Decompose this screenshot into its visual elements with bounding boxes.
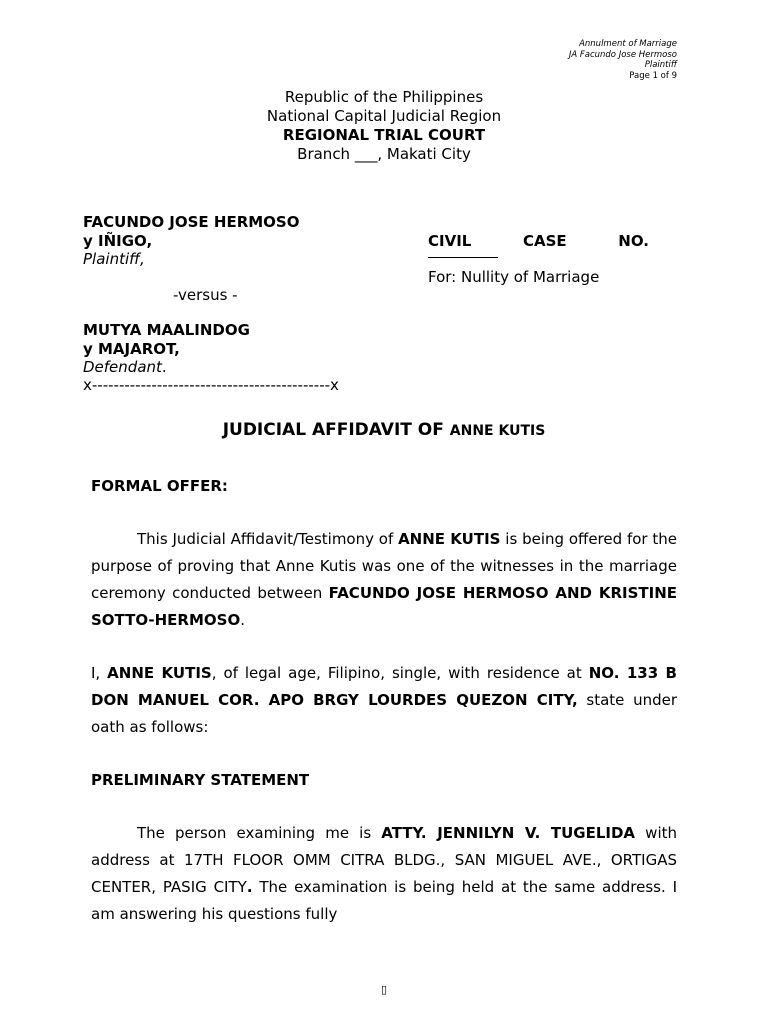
text-run: . (246, 878, 253, 896)
no-word: NO. (618, 232, 649, 250)
court-heading (0, 88, 768, 164)
page-number: Page 1 of 9 (629, 70, 677, 81)
preliminary-statement-paragraph (91, 820, 677, 928)
examining-attorney: ATTY. JENNILYN V. TUGELIDA (381, 824, 636, 842)
case-number-blank (428, 257, 498, 258)
formal-offer-heading: FORMAL OFFER: (91, 477, 228, 495)
text-run: is being offered for the purpose of proving that Anne Kutis was one of the witnesses in the marriage ceremony conducted between (91, 530, 678, 602)
running-header (569, 39, 677, 81)
defendant-name-line-1: MUTYA MAALINDOG (83, 321, 250, 339)
defendant-name-line-2: y MAJAROT, (83, 340, 180, 358)
header-case-title: Annulment of Marriage (579, 39, 677, 49)
affiant-address: NO. 133 B DON MANUEL COR. APO BRGY LOURDES QUEZON CITY, (91, 664, 677, 709)
caption-separator: x--------------------------------------------x (83, 376, 339, 394)
text-run: state under oath as follows: (91, 691, 678, 736)
judicial-region-line: National Capital Judicial Region (266, 107, 502, 125)
formal-offer-paragraph (91, 526, 677, 634)
text-run: with address at 17TH FLOOR OMM CITRA BLDG., SAN MIGUEL AVE., ORTIGAS CENTER, PASIG CITY (91, 824, 677, 896)
plaintiff-name-line-1: FACUNDO JOSE HERMOSO (83, 213, 300, 231)
text-run: I, (91, 664, 108, 682)
versus-label: -versus - (173, 286, 238, 304)
branch-line: Branch ___, Makati City (297, 145, 471, 163)
affiant-name: ANNE KUTIS (107, 664, 212, 682)
title-main: JUDICIAL AFFIDAVIT OF (222, 420, 450, 440)
couple-names: FACUNDO JOSE HERMOSO AND KRISTINE SOTTO-HERMOSO (91, 584, 677, 629)
document-title (0, 420, 768, 440)
title-affiant-name: ANNE KUTIS (449, 423, 546, 439)
text-run: , of legal age, Filipino, single, with residence at (211, 664, 589, 682)
plaintiff-name-line-2: y IÑIGO, (83, 232, 153, 250)
text-run: The examination is being held at the same address. I am answering his questions fully (91, 878, 677, 923)
case-number-label (428, 232, 649, 250)
affiant-statement-paragraph (91, 660, 677, 741)
preliminary-statement-heading: PRELIMINARY STATEMENT (91, 771, 310, 789)
court-name: REGIONAL TRIAL COURT (282, 126, 486, 144)
case-nature: For: Nullity of Marriage (428, 268, 600, 286)
defendant-role-line (83, 358, 167, 376)
header-party-role: Plaintiff (644, 60, 677, 70)
case-word: CASE (522, 232, 567, 250)
affiant-name: ANNE KUTIS (398, 530, 501, 548)
plaintiff-role: Plaintiff, (83, 250, 145, 268)
text-run: The person examining me is (137, 824, 382, 842)
civil-word: CIVIL (428, 232, 472, 250)
defendant-role: Defendant (83, 358, 162, 376)
header-document-name: JA Facundo Jose Hermoso (568, 49, 677, 60)
text-run: This Judicial Affidavit/Testimony of (137, 530, 399, 548)
republic-line: Republic of the Philippines (284, 88, 484, 106)
text-run: . (240, 611, 245, 629)
defendant-role-suffix: . (161, 358, 167, 376)
footer-glyph: ▯ (380, 983, 388, 996)
